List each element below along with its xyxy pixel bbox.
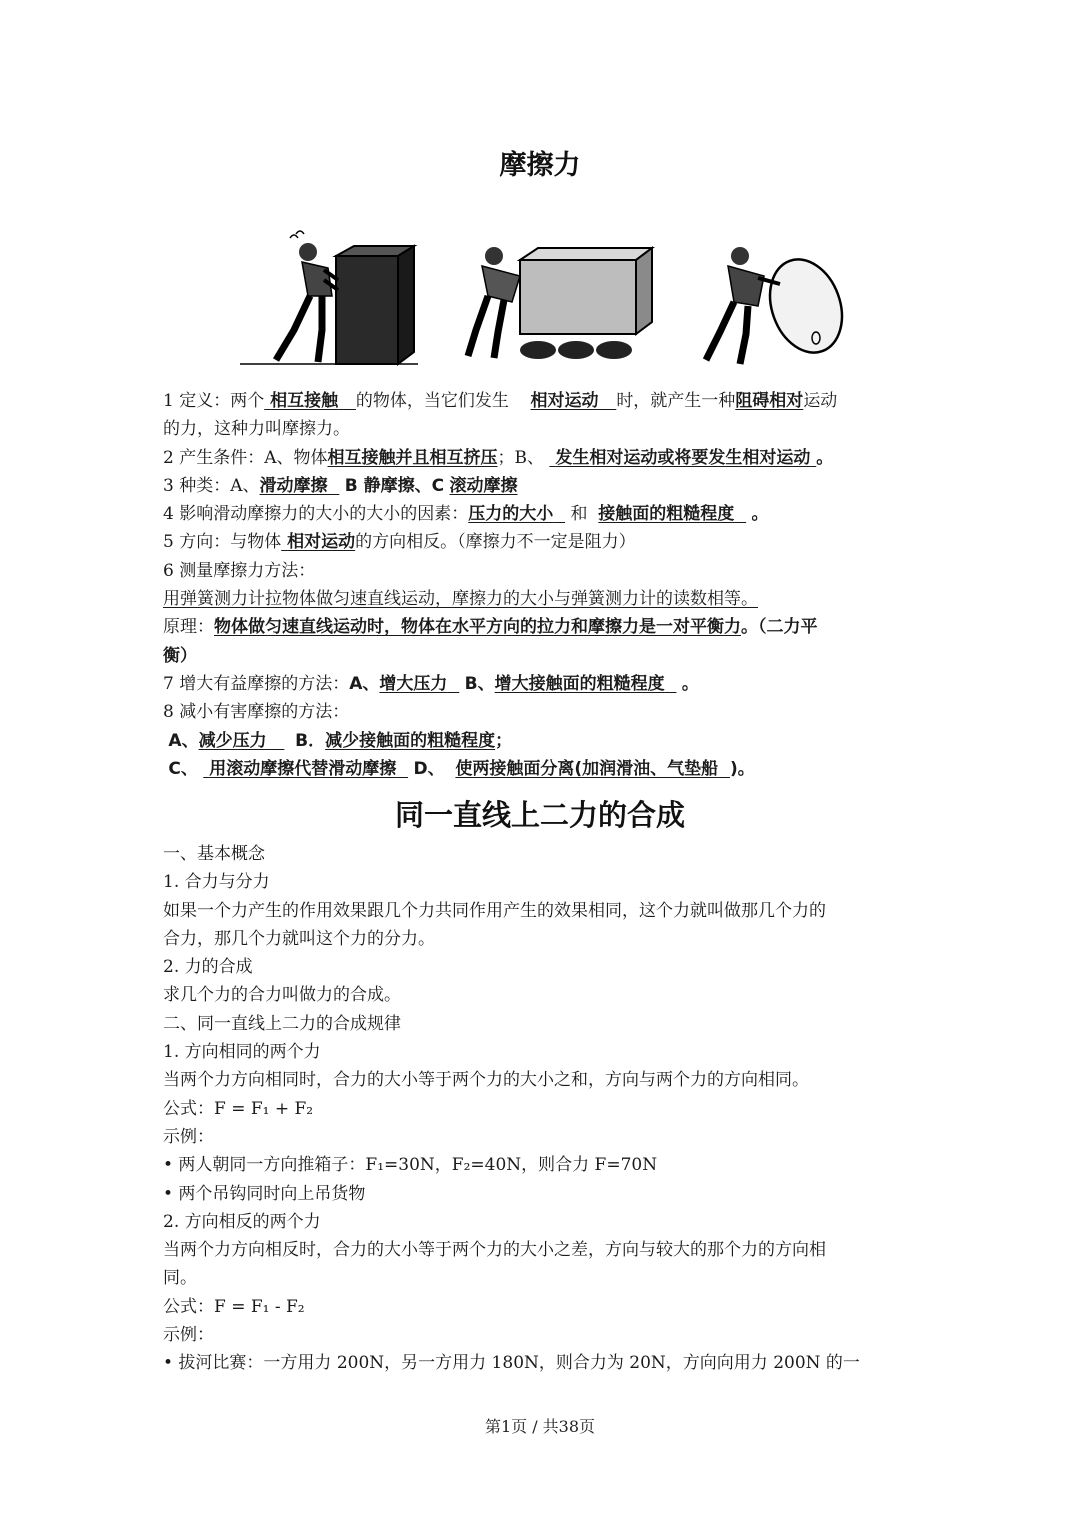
text-line: 当两个力方向相同时，合力的大小等于两个力的大小之和，方向与两个力的方向相同。 — [163, 1070, 809, 1091]
box-on-rollers-figure — [468, 247, 652, 359]
blank-answer: 用滚动摩擦代替滑动摩擦 — [209, 758, 397, 779]
blank-answer: 使两接触面分离(加润滑油、气垫船 — [455, 758, 719, 779]
text-line: 2. 方向相反的两个力 — [163, 1211, 321, 1232]
friction-section — [163, 387, 923, 783]
direction-line: 5 方向：与物体 相对运动的方向相反。（摩擦力不一定是阻力） — [163, 532, 636, 553]
blank-answer: 减少接触面的粗糙程度 — [325, 730, 496, 751]
measure-title: 6 测量摩擦力方法： — [163, 560, 316, 581]
increase-line: 7 增大有益摩擦的方法：A、增大压力 B、增大接触面的粗糙程度 。 — [163, 673, 699, 694]
blank-answer: 减少压力 — [198, 730, 267, 751]
text-line: 一、基本概念 — [163, 844, 265, 864]
blank-answer: 压力的大小 — [468, 504, 554, 525]
principle-line-2: 衡） — [163, 645, 197, 666]
principle-line: 原理：物体做匀速直线运动时，物体在水平方向的拉力和摩擦力是一对平衡力。（二力平 — [163, 617, 818, 638]
definition-line-2: 的力，这种力叫摩擦力。 — [163, 419, 350, 440]
text-line: 1. 合力与分力 — [163, 872, 270, 893]
text-line: 如果一个力产生的作用效果跟几个力共同作用产生的效果相同，这个力就叫做那几个力的 — [163, 900, 826, 921]
text-line: 示例： — [163, 1126, 214, 1147]
decrease-title: 8 减小有害摩擦的方法： — [163, 702, 350, 723]
formula-line: 公式：F = F₁ + F₂ — [163, 1098, 314, 1119]
text-line: 当两个力方向相反时，合力的大小等于两个力的大小之差，方向与较大的那个力的方向相 — [163, 1240, 826, 1261]
friction-illustration — [236, 226, 848, 372]
blank-answer: 增大压力 — [379, 673, 448, 694]
formula-line: 公式：F = F₁ - F₂ — [163, 1296, 305, 1317]
text-line: 二、同一直线上二力的合成规律 — [163, 1013, 401, 1034]
text-line: 同。 — [163, 1268, 197, 1289]
blank-answer: 相互接触并且相互挤压 — [327, 447, 498, 468]
composition-section — [163, 840, 923, 1378]
bullet-item: • 两人朝同一方向推箱子：F₁=30N，F₂=40N，则合力 F=70N — [163, 1155, 658, 1176]
blank-answer: 相对运动 — [287, 532, 356, 553]
types-line: 3 种类：A、滑动摩擦 B 静摩擦、C 滚动摩擦 — [163, 475, 518, 496]
person-pushing-box-figure — [240, 231, 418, 364]
text-line: 求几个力的合力叫做力的合成。 — [163, 985, 401, 1006]
blank-answer: 接触面的粗糙程度 — [598, 504, 735, 525]
decrease-line-2: C、 用滚动摩擦代替滑动摩擦 D、 使两接触面分离(加润滑油、气垫船 )。 — [168, 758, 755, 779]
title-force-composition: 同一直线上二力的合成 — [394, 798, 685, 832]
text-line: 合力，那几个力就叫这个力的分力。 — [163, 928, 435, 949]
condition-line: 2 产生条件：A、物体相互接触并且相互挤压；B、 发生相对运动或将要发生相对运动 。 — [163, 447, 834, 468]
blank-answer: 阻碍相对 — [735, 391, 804, 411]
blank-answer: 物体做匀速直线运动时，物体在水平方向的拉力和摩擦力是一对平衡力 — [214, 617, 741, 638]
bullet-item: • 两个吊钩同时向上吊货物 — [163, 1183, 366, 1204]
text-line: 1. 方向相同的两个力 — [163, 1042, 321, 1063]
page-footer: 第1页 / 共38页 — [484, 1417, 596, 1436]
blank-answer: 相对运动 — [530, 391, 599, 411]
person-rolling-barrel-figure — [706, 247, 848, 364]
factors-line: 4 影响滑动摩擦力的大小的大小的因素：压力的大小 和 接触面的粗糙程度 。 — [163, 504, 769, 525]
blank-answer: 滚动摩擦 — [449, 475, 518, 496]
measure-text: 用弹簧测力计拉物体做匀速直线运动，摩擦力的大小与弹簧测力计的读数相等。 — [163, 589, 758, 610]
text-line: 2. 力的合成 — [163, 957, 253, 978]
blank-answer: 增大接触面的粗糙程度 — [494, 673, 665, 694]
blank-answer: 发生相对运动或将要发生相对运动 — [555, 447, 811, 468]
bullet-item: • 拔河比赛：一方用力 200N，另一方用力 180N，则合力为 20N，方向向用力 200N 的一 — [163, 1353, 860, 1374]
blank-answer: 相互接触 — [270, 391, 339, 411]
text-line: 示例： — [163, 1325, 214, 1346]
blank-answer: 滑动摩擦 — [259, 475, 328, 496]
decrease-line-1: A、减少压力 B．减少接触面的粗糙程度； — [168, 730, 513, 751]
definition-line: 1 定义：两个 相互接触 的物体，当它们发生 相对运动 时，就产生一种阻碍相对运动 — [163, 391, 838, 411]
title-friction: 摩擦力 — [499, 150, 581, 181]
